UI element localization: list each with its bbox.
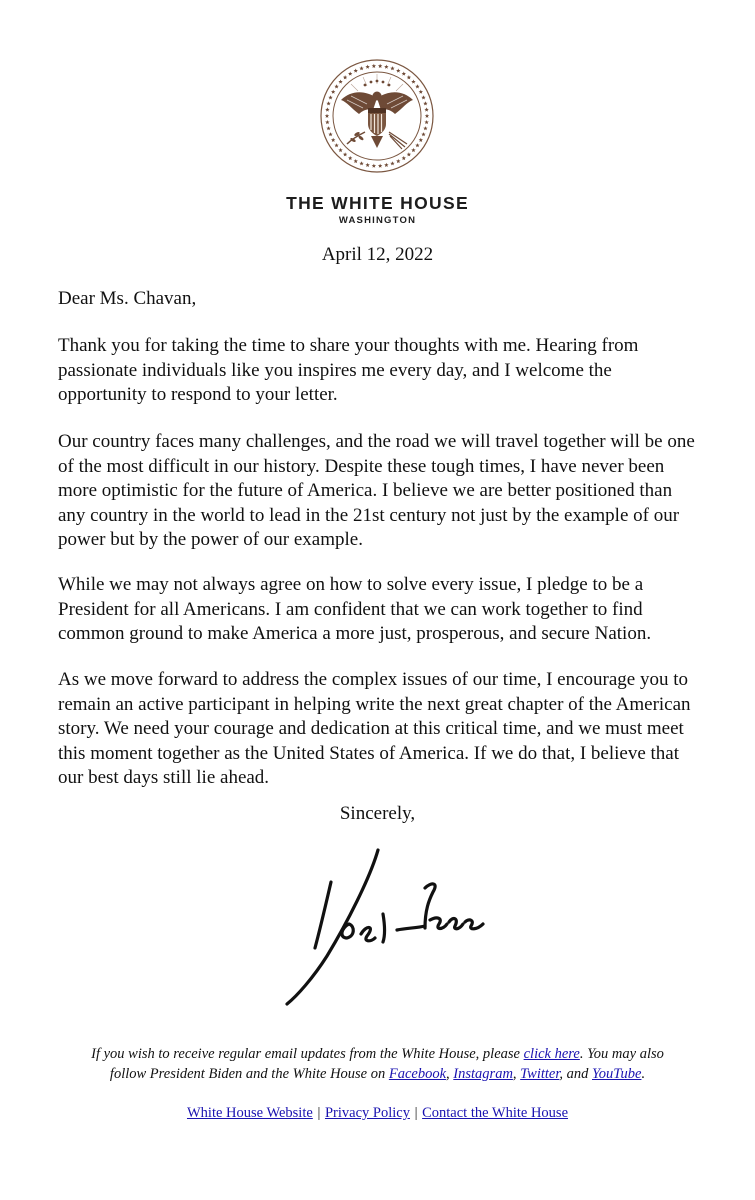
seal-star (338, 148, 342, 152)
seal-star (396, 68, 400, 72)
presidential-seal-icon (313, 52, 441, 180)
seal-star (331, 90, 335, 94)
privacy-policy-link[interactable]: Privacy Policy (324, 1105, 410, 1121)
instagram-link[interactable]: Instagram (453, 1065, 513, 1082)
letterhead-subtitle: WASHINGTON (338, 215, 417, 226)
seal-star (343, 75, 347, 79)
seal-star (354, 159, 358, 163)
seal-star (372, 64, 376, 68)
contact-white-house-link[interactable]: Contact the White House (422, 1105, 569, 1121)
seal-star (390, 66, 394, 70)
footer-text: , (446, 1065, 454, 1082)
seal-star (390, 161, 394, 165)
seal-star (396, 159, 400, 163)
white-house-website-link[interactable]: White House Website (186, 1105, 313, 1121)
seal-star (421, 95, 425, 99)
handwritten-signature (275, 838, 500, 1008)
seal-star (343, 152, 347, 156)
seal-star (365, 65, 369, 69)
paragraph-line: While we may not always agree on how to solve every issue, I pledge to be a (58, 574, 644, 595)
seal-star (423, 126, 427, 130)
footer-text: , and (559, 1065, 593, 1082)
paragraph-line: more optimistic for the future of America. I believe we are better positioned than (58, 480, 673, 501)
footer-note (0, 1045, 755, 1084)
paragraph-line: As we move forward to address the complex issues of our time, I encourage you to (58, 669, 688, 690)
seal-star (402, 71, 406, 75)
seal-star (359, 66, 363, 70)
seal-star (411, 79, 415, 83)
seal-star (423, 101, 427, 105)
seal-star (326, 101, 330, 105)
seal-star (334, 84, 338, 88)
footer-text: If you wish to receive regular email updates from the White House, please (91, 1046, 524, 1062)
seal-star (425, 114, 429, 118)
seal-star (348, 71, 352, 75)
paragraph-3 (58, 573, 708, 647)
seal-star (378, 64, 382, 68)
seal-star (338, 79, 342, 83)
seal-star (325, 114, 329, 118)
seal-star (407, 75, 411, 79)
paragraph-line: any country in the world to lead in the 21st century not just by the example of our (58, 504, 680, 526)
paragraph-4 (58, 668, 708, 791)
letter-date: April 12, 2022 (321, 244, 434, 265)
paragraph-line: passionate individuals like you inspires me every day, and I welcome the (58, 359, 612, 381)
seal-star (328, 132, 332, 136)
footer-line-2 (0, 1065, 755, 1085)
closing: Sincerely, (339, 803, 416, 824)
paragraph-2 (58, 430, 708, 553)
seal-star (419, 138, 423, 142)
seal-star (378, 164, 382, 168)
seal-star (334, 143, 338, 147)
seal-star (424, 120, 428, 124)
seal-star (326, 126, 330, 130)
paragraph-line: power but by the power of our example. (58, 529, 363, 550)
seal-star (354, 68, 358, 72)
seal-star (407, 152, 411, 156)
footer-text: follow President Biden and the White House on (109, 1065, 389, 1082)
seal-star (348, 156, 352, 160)
paragraph-line: this moment together as the United States of America. If we do that, I believe that (58, 742, 680, 764)
link-separator: | (414, 1105, 418, 1121)
footer-text: . (641, 1065, 646, 1082)
paragraph-line: remain an active participant in helping write the next great chapter of the American (58, 693, 691, 715)
footer-links (0, 1105, 755, 1122)
salutation: Dear Ms. Chavan, (58, 288, 197, 309)
letterhead-title: THE WHITE HOUSE (286, 193, 469, 213)
paragraph-line: our best days still lie ahead. (58, 767, 270, 788)
seal-star (325, 107, 329, 111)
seal-star (419, 90, 423, 94)
paragraph-line: story. We need your courage and dedication at this critical time, and we must meet (58, 718, 684, 739)
seal-star (365, 163, 369, 167)
paragraph-line: Thank you for taking the time to share your thoughts with me. Hearing from (58, 335, 639, 356)
seal-star (421, 132, 425, 136)
seal-star (402, 156, 406, 160)
paragraph-line: common ground to make America a more just, prosperous, and secure Nation. (58, 623, 652, 644)
click-here-link[interactable]: click here (523, 1046, 580, 1062)
paragraph-line: opportunity to respond to your letter. (58, 384, 338, 405)
seal-star (359, 161, 363, 165)
seal-star (415, 84, 419, 88)
seal-star (331, 138, 335, 142)
paragraph-line: of the most difficult in our history. Despite these tough times, I have never been (58, 455, 665, 477)
seal-star (384, 65, 388, 69)
link-separator: | (317, 1105, 321, 1121)
paragraph-1 (58, 334, 708, 408)
paragraph-line: Our country faces many challenges, and the road we will travel together will be one (58, 431, 695, 452)
paragraph-line: President for all Americans. I am confident that we can work together to find (58, 598, 643, 620)
seal-star (415, 143, 419, 147)
footer-text: , (512, 1065, 521, 1082)
youtube-link[interactable]: YouTube (592, 1065, 642, 1082)
seal-star (384, 163, 388, 167)
seal-star (325, 120, 329, 124)
footer-line-1 (0, 1045, 755, 1065)
seal-star (411, 148, 415, 152)
seal-star (424, 107, 428, 111)
seal-star (328, 95, 332, 99)
seal-star (372, 164, 376, 168)
footer-text: . You may also (579, 1046, 664, 1062)
twitter-link[interactable]: Twitter (520, 1065, 560, 1082)
facebook-link[interactable]: Facebook (388, 1065, 447, 1082)
